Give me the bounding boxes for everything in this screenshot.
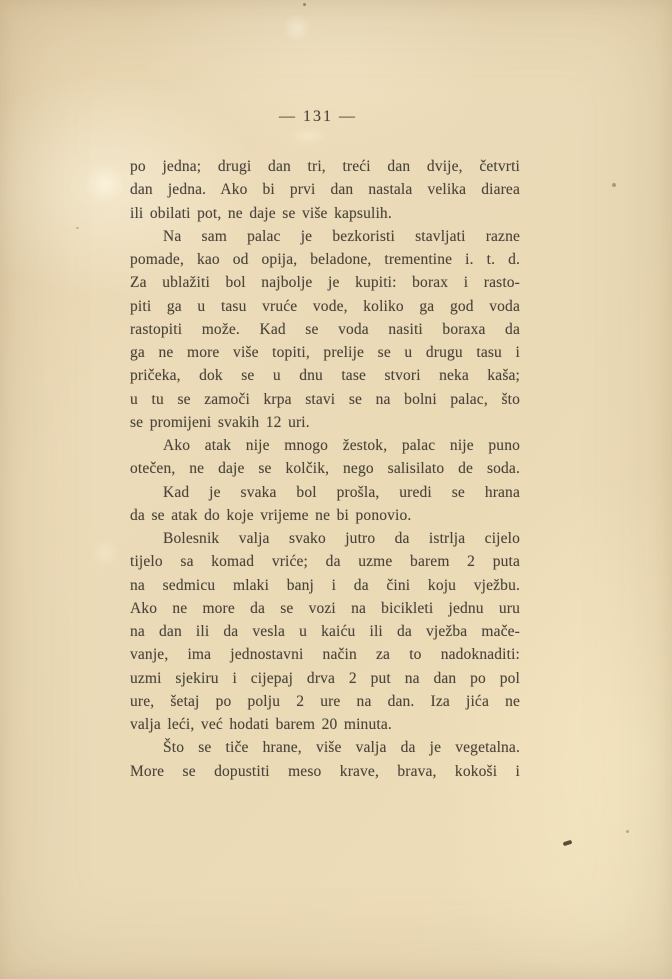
text-line: dan jedna. Ako bi prvi dan nastala velika diarea — [130, 181, 520, 199]
text-line: Na sam palac je bezkoristi stavljati razne — [163, 227, 520, 245]
paper-speck — [76, 227, 79, 229]
ink-blot — [563, 840, 573, 847]
text-line: na sedmicu mlaki banj i da čini koju vježbu. — [130, 576, 520, 594]
text-line: Bolesnik valja svako jutro da istrlja cijelo — [163, 530, 520, 547]
text-line: na dan ili da vesla u kaiću ili da vježba mače- — [130, 623, 520, 640]
paper-speck — [303, 3, 306, 6]
paper-speck — [626, 830, 629, 833]
text-line: otečen, ne daje se kolčik, nego salisilato de soda. — [130, 460, 520, 478]
text-line: valja leći, već hodati barem 20 minuta. — [130, 716, 392, 733]
text-line: piti ga u tasu vruće vode, koliko ga god voda — [130, 297, 520, 315]
text-line: u tu se zamoči krpa stavi se na bolni palac, što — [130, 390, 520, 408]
text-line: Što se tiče hrane, više valja da je vegetalna. — [163, 739, 520, 757]
text-line: se promijeni svakih 12 uri. — [130, 413, 310, 431]
text-line: ili obilati pot, ne daje se više kapsulih. — [130, 204, 392, 222]
text-line: vanje, ima jednostavni način za to nadoknaditi: — [130, 646, 520, 664]
text-line: Ako ne more da se vozi na bicikleti jednu uru — [130, 599, 520, 617]
page-text-block — [130, 155, 520, 783]
text-line: uzmi sjekiru i cijepaj drva 2 put na dan po pol — [130, 669, 520, 687]
page-number: — 131 — — [279, 108, 357, 125]
text-line: da se atak do koje vrijeme ne bi ponovio. — [130, 506, 412, 524]
text-line: Ako atak nije mnogo žestok, palac nije puno — [163, 437, 520, 454]
paper-speck — [612, 183, 616, 187]
text-line: po jedna; drugi dan tri, treći dan dvije, četvrti — [130, 158, 520, 175]
text-line: pomade, kao od opija, beladone, trementine i. t. d. — [130, 251, 520, 268]
text-line: ure, šetaj po polju 2 ure na dan. Iza jića ne — [130, 692, 520, 710]
text-line: rastopiti može. Kad se voda nasiti boraxa da — [130, 320, 520, 338]
paper-stain — [290, 126, 328, 146]
text-line: Kad je svaka bol prošla, uredi se hrana — [163, 483, 520, 501]
text-line: More se dopustiti meso krave, brava, kokoši i — [130, 762, 520, 780]
paper-stain — [90, 540, 120, 566]
text-line: tijelo sa komad vriće; da uzme barem 2 puta — [130, 553, 520, 571]
paper-stain — [84, 164, 126, 204]
text-line: Za ublažiti bol najbolje je kupiti: borax i rasto- — [130, 274, 520, 292]
paper-stain — [282, 14, 312, 42]
text-line: pričeka, dok se u dnu tase stvori neka kaša; — [130, 367, 520, 385]
text-line: ga ne more više topiti, prelije se u drugu tasu i — [130, 344, 520, 361]
